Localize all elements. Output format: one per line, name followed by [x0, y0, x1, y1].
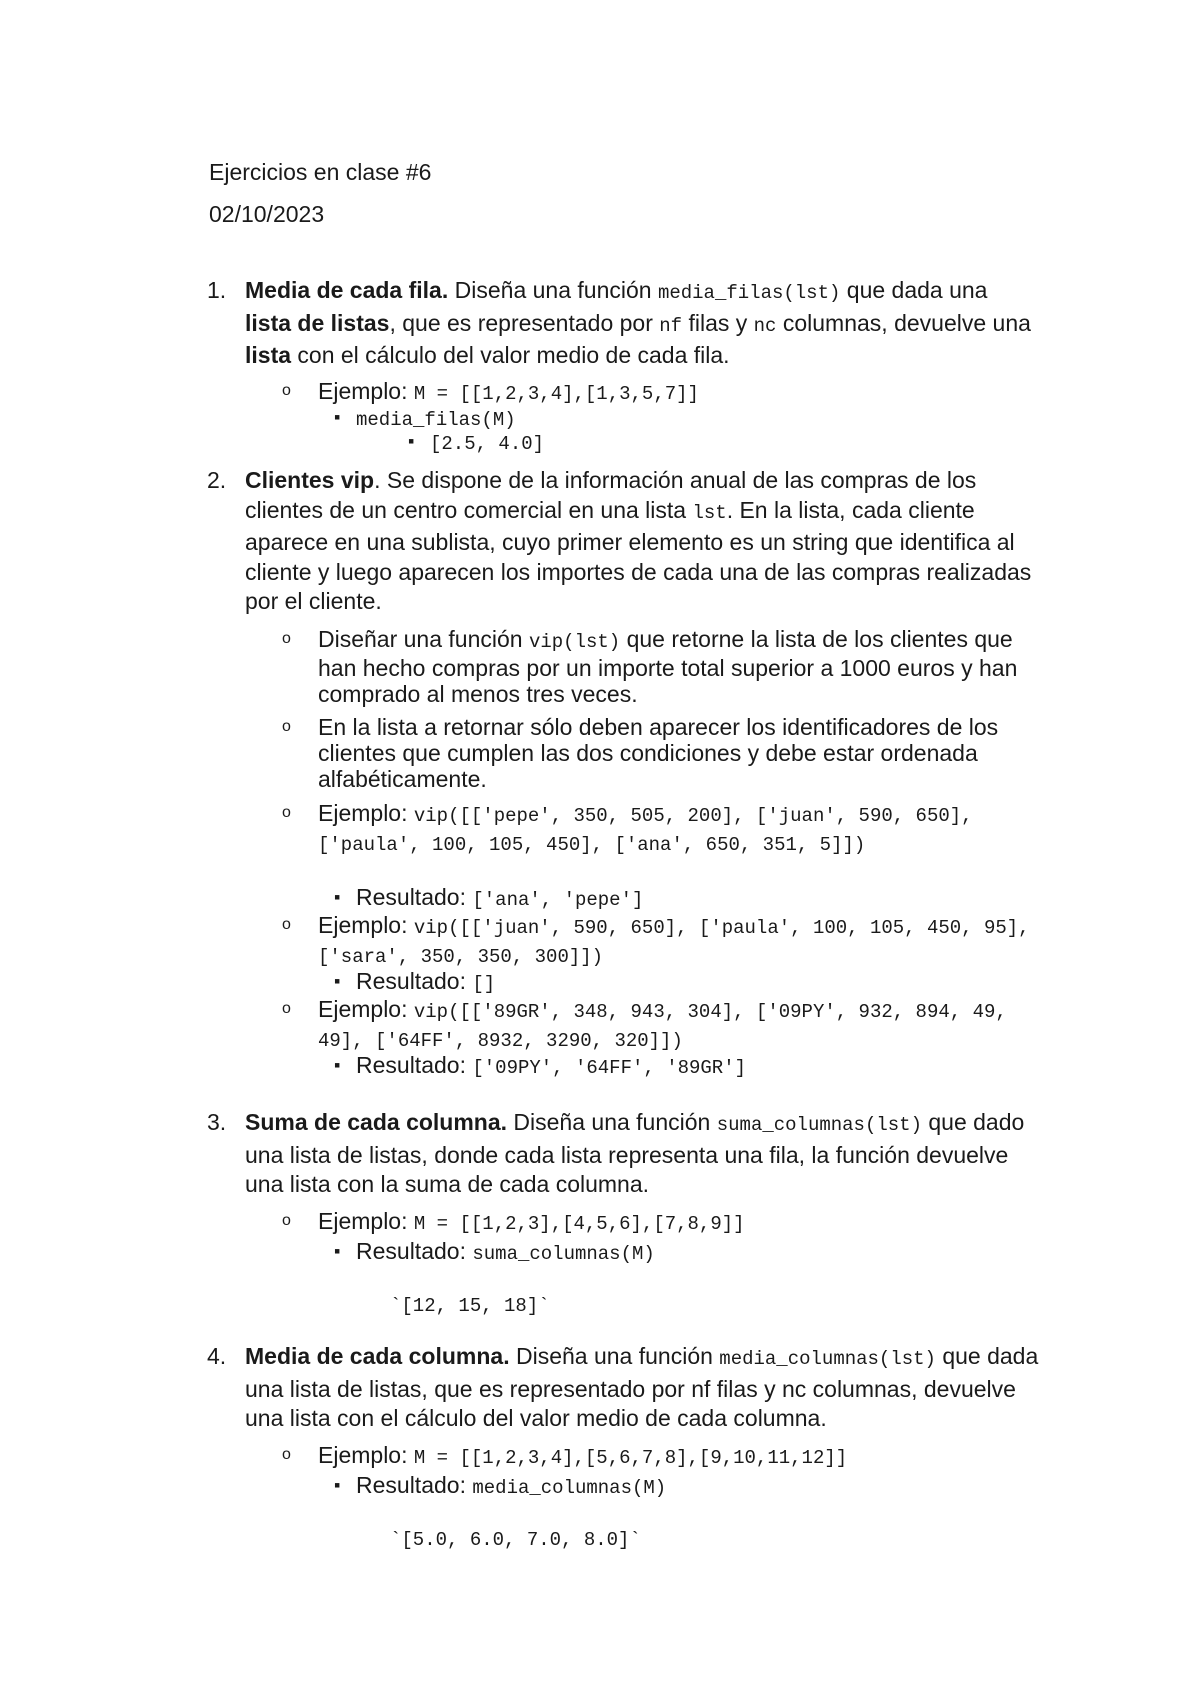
bold-term: lista [245, 342, 292, 368]
function-name: media_columnas(lst) [719, 1348, 936, 1370]
exercise-number: 1. [207, 277, 227, 303]
example-label: Ejemplo: [318, 912, 408, 938]
text-run: . En la lista, cada cliente aparece en una sublista, cuyo primer elemento es un string que identifica al cliente y luego aparecen los importes de cada una de las compras realizadas por el cliente. [245, 496, 1032, 614]
exercise-title: Media de cada columna. [245, 1343, 510, 1369]
function-name: suma_columnas(lst) [716, 1114, 922, 1136]
example-2c-result [334, 1052, 1036, 1081]
result-label: Resultado: [356, 884, 466, 910]
text-run: columnas, devuelve una [776, 309, 1031, 336]
example-2b [282, 912, 1038, 970]
call-code: media_columnas(M) [472, 1477, 667, 1499]
exercise-4 [209, 1342, 1039, 1434]
example-2a [282, 800, 1038, 858]
circle-bullet-icon: o [282, 916, 291, 933]
example-code: vip([['pepe', 350, 505, 200], ['juan', 590, 650], ['paula', 100, 105, 450], ['ana', 650, 351, 5]]) [318, 805, 973, 856]
example-code: M = [[1,2,3,4],[1,3,5,7]] [413, 383, 699, 405]
bullet-condition [282, 714, 1038, 792]
circle-bullet-icon: o [282, 1000, 291, 1017]
example-2b-result [334, 968, 1036, 997]
function-name: vip(lst) [528, 631, 621, 653]
example-4 [282, 1442, 1038, 1471]
square-bullet-icon: ▪ [334, 971, 341, 991]
example-4-result [334, 1472, 1036, 1501]
text-run: que dado una lista de listas, donde cada lista representa una fila, la función devuelve una lista con la suma de cada columna. [245, 1109, 1025, 1197]
text-run: . Se dispone de la información anual de las compras de los clientes de un centro comercial en una lista [245, 467, 977, 523]
circle-bullet-icon: o [282, 1446, 291, 1463]
square-bullet-icon: ▪ [334, 1241, 341, 1261]
example-label: Ejemplo: [318, 1208, 408, 1234]
exercise-text [245, 466, 1039, 617]
text-run: con el cálculo del valor medio de cada fila. [291, 342, 730, 368]
inline-code: nc [753, 314, 777, 337]
bullet-design [282, 626, 1038, 707]
example-code: vip([['89GR', 348, 943, 304], ['09PY', 932, 894, 49, 49], ['64FF', 8932, 3290, 320]]) [318, 1001, 1007, 1052]
circle-bullet-icon: o [282, 1212, 291, 1229]
example-3-output: `[12, 15, 18]` [390, 1295, 550, 1317]
square-bullet-icon: ▪ [334, 407, 341, 427]
example-label: Ejemplo: [318, 1442, 408, 1468]
exercise-text [245, 1342, 1039, 1434]
example-2a-result [334, 884, 1036, 913]
call-code: media_filas(M) [356, 409, 516, 431]
text-run: Diseña una función [509, 1343, 720, 1369]
example-code: M = [[1,2,3,4],[5,6,7,8],[9,10,11,12]] [413, 1447, 848, 1469]
circle-bullet-icon: o [282, 718, 291, 735]
text-run: filas y [682, 309, 754, 336]
exercise-2 [209, 466, 1039, 617]
function-name: media_filas(lst) [657, 282, 841, 304]
example-label: Ejemplo: [318, 800, 408, 826]
exercise-number: 2. [207, 467, 227, 493]
square-bullet-icon: ▪ [334, 1055, 341, 1075]
result-label: Resultado: [356, 1052, 466, 1078]
result-code: [] [472, 973, 496, 995]
square-bullet-icon: ▪ [334, 887, 341, 907]
text-run: Diseña una función [448, 277, 658, 303]
exercise-text [245, 276, 1039, 371]
text-run: Diseñar una función [318, 626, 529, 652]
example-1-result [408, 428, 1030, 457]
result-label: Resultado: [356, 1472, 466, 1498]
text-run: Diseña una función [507, 1109, 717, 1135]
inline-code: lst [692, 501, 727, 524]
result-code: ['ana', 'pepe'] [472, 889, 644, 911]
example-4-output: `[5.0, 6.0, 7.0, 8.0]` [390, 1529, 641, 1551]
exercise-title: Media de cada fila. [245, 277, 449, 303]
text-run: En la lista a retornar sólo deben aparecer los identificadores de los clientes que cumplen las dos condiciones y debe estar ordenada alfabéticamente. [318, 714, 999, 792]
doc-title: Ejercicios en clase #6 [209, 159, 432, 185]
result-code: ['09PY', '64FF', '89GR'] [472, 1057, 747, 1079]
result-label: Resultado: [356, 1238, 466, 1264]
square-bullet-icon: ▪ [334, 1475, 341, 1495]
example-label: Ejemplo: [318, 378, 408, 404]
example-1 [282, 378, 1038, 407]
example-3-result [334, 1238, 1036, 1267]
exercise-text [245, 1108, 1039, 1200]
text-run: que dada una lista de listas, que es representado por nf filas y nc columnas, devuelve una lista con el cálculo del valor medio de cada columna. [245, 1343, 1039, 1431]
exercise-number: 4. [207, 1343, 227, 1369]
exercise-title: Suma de cada columna. [245, 1109, 508, 1135]
example-code: vip([['juan', 590, 650], ['paula', 100, 105, 450, 95], ['sara', 350, 350, 300]]) [318, 917, 1030, 968]
square-bullet-icon: ▪ [408, 431, 415, 451]
text-run: que retorne la lista de los clientes que han hecho compras por un importe total superior a 1000 euros y han comprado al menos tres veces. [318, 626, 1018, 707]
exercise-3 [209, 1108, 1039, 1200]
exercise-number: 3. [207, 1109, 227, 1135]
bold-term: lista de listas [245, 309, 390, 336]
exercise-title: Clientes vip [245, 467, 375, 493]
exercise-1 [209, 276, 1039, 371]
result-label: Resultado: [356, 968, 466, 994]
inline-code: nf [659, 314, 683, 337]
circle-bullet-icon: o [282, 382, 291, 399]
call-code: suma_columnas(M) [472, 1243, 655, 1265]
circle-bullet-icon: o [282, 804, 291, 821]
text-run: que dada una [840, 277, 988, 303]
example-3 [282, 1208, 1038, 1237]
result-code: [2.5, 4.0] [430, 433, 545, 455]
circle-bullet-icon: o [282, 630, 291, 647]
example-label: Ejemplo: [318, 996, 408, 1022]
doc-date: 02/10/2023 [209, 201, 325, 227]
example-code: M = [[1,2,3],[4,5,6],[7,8,9]] [413, 1213, 745, 1235]
text-run: , que es representado por [389, 309, 660, 336]
example-2c [282, 996, 1038, 1054]
